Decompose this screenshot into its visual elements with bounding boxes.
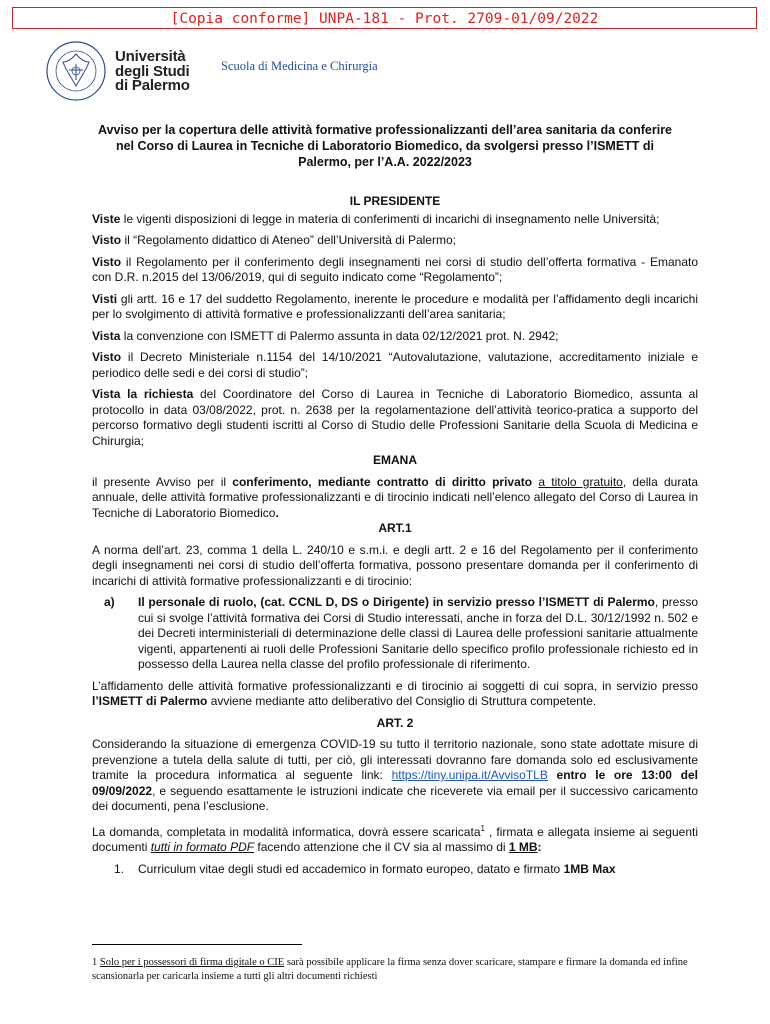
notice-title: Avviso per la copertura delle attività formative professionalizzanti dell’area sanitaria da conferire nel Corso di Laurea in Tecniche di Laboratorio Biomedico, da svolgersi presso l’ISMETT di Palermo, per l’A.A. 2022/2023 <box>97 123 673 169</box>
footnote-ref: 1 <box>480 823 485 833</box>
consideration-item: Vista la convenzione con ISMETT di Palermo assunta in data 02/12/2021 prot. N. 2942; <box>92 328 559 343</box>
list-item-text: Il personale di ruolo, (cat. CCNL D, DS o Dirigente) in servizio presso l’ISMETT di Palermo, presso cui si svolge l’attività formativa dei Corsi di Studio interessati, anche in forza del D.L. 30/12/1992 n. 502 e dei Decreti interministeriali di determinazione delle classi di Laurea delle professioni sanitarie attualmente vigenti, appartenenti ai ruoli delle Professioni Sanitarie dello specifico profilo professionale richiesto ed in possesso della Laurea nella classe del profilo professionale di riferimento. <box>138 595 698 671</box>
president-heading: IL PRESIDENTE <box>349 194 441 208</box>
footnote-divider <box>92 944 302 945</box>
certified-copy-stamp: [Copia conforme] UNPA-181 - Prot. 2709-01/09/2022 <box>12 7 757 29</box>
university-seal-icon <box>45 40 107 102</box>
document-body <box>92 194 698 883</box>
university-name-line3: di Palermo <box>115 77 190 94</box>
art1-intro: A norma dell’art. 23, comma 1 della L. 240/10 e s.m.i. e degli artt. 2 e 16 del Regolamento per il conferimento degli insegnamenti nei corsi di studio dell’offerta formativa, possono presentare domanda per il conferimento di incarichi di attività formative professionalizzanti e di tirocinio: <box>92 542 698 588</box>
consideration-item: Visto il Decreto Ministeriale n.1154 del 14/10/2021 “Autovalutazione, valutazione, accreditamento iniziale e periodico delle sedi e dei corsi di studio”; <box>92 350 698 380</box>
consideration-item: Visto il “Regolamento didattico di Ateneo” dell’Università di Palermo; <box>92 233 456 247</box>
list-number: 1. <box>114 861 125 876</box>
emana-heading: EMANA <box>373 453 417 467</box>
university-name <box>115 50 190 94</box>
consideration-item: Viste le vigenti disposizioni di legge in materia di conferimenti di incarichi di insegnamento nelle Università; <box>92 211 660 226</box>
consideration-item: Vista la richiesta del Coordinatore del Corso di Laurea in Tecniche di Laboratorio Biomedico, assunta al protocollo in data 03/08/2022, prot. n. 2638 per la regolamentazione dell’attività teorico-pratica a supporto del percorso formativo degli studenti iscritti al Corso di Studio delle Professioni Sanitarie della Scuola di Medicina e Chirurgia; <box>92 387 699 448</box>
university-name-line1: Università <box>115 48 186 65</box>
art1-list-item <box>92 595 698 673</box>
art2-heading: ART. 2 <box>376 715 414 730</box>
art2-paragraph-1: Considerando la situazione di emergenza COVID-19 su tutto il territorio nazionale, sono state adottate misure di prevenzione a tutela della salute di tutti, per ciò, gli interessati dovranno fare domanda solo ed esclusivamente tramite la procedura informatica al seguente link: https://tiny.unipa.it/AvvisoTLB entro le ore 13:00 del 09/09/2022, e seguendo esattamente le istruzioni indicate che riceverete via email per il successivo caricamento dei documenti, pena l’esclusione. <box>92 737 698 813</box>
university-logo <box>45 40 215 100</box>
list-item-text: Curriculum vitae degli studi ed accademico in formato europeo, datato e firmato 1MB Max <box>138 861 616 876</box>
university-name-line2: degli Studi <box>115 62 190 80</box>
school-name: Scuola di Medicina e Chirurgia <box>221 59 378 73</box>
art2-paragraph-2: La domanda, completata in modalità informatica, dovrà essere scaricata$^1$ , firmata e allegata insieme ai seguenti documenti tutti in formato PDF facendo attenzione che il CV sia al massimo di 1 MB: <box>92 823 698 854</box>
art1-outro: L’affidamento delle attività formative professionalizzanti e di tirocinio ai soggetti di cui sopra, in servizio presso l’ISMETT di Palermo avviene mediante atto deliberativo del Consiglio di Struttura competente. <box>92 678 698 708</box>
consideration-item: Visti gli artt. 16 e 17 del suddetto Regolamento, inerente le procedure e modalità per l’affidamento degli incarichi per lo svolgimento di attività formative e professionalizzanti dell’area sanitaria; <box>92 291 698 321</box>
application-link[interactable]: https://tiny.unipa.it/AvvisoTLB <box>391 768 548 782</box>
consideration-item: Visto il Regolamento per il conferimento degli insegnamenti nei corsi di studio dell’offerta formativa - Emanato con D.R. n.2015 del 13/06/2019, qui di seguito indicato come “Regolamento”; <box>92 254 698 284</box>
emana-paragraph: il presente Avviso per il conferimento, mediante contratto di diritto privato a titolo gratuito, della durata annuale, delle attività formative professionalizzanti e di tirocinio indicati nell’elenco allegato del Corso di Laurea in Tecniche di Laboratorio Biomedico. <box>92 474 699 520</box>
document-list-item <box>92 862 698 878</box>
art1-heading: ART.1 <box>378 521 412 535</box>
footnote: 1 Solo per i possessori di firma digitale o CIE sarà possibile applicare la firma senza dover scaricare, stampare e firmare la domanda ed infine scansionarla per caricarla insieme a tutti gli altri documenti richiesti <box>92 957 688 982</box>
list-marker: a) <box>104 595 115 609</box>
